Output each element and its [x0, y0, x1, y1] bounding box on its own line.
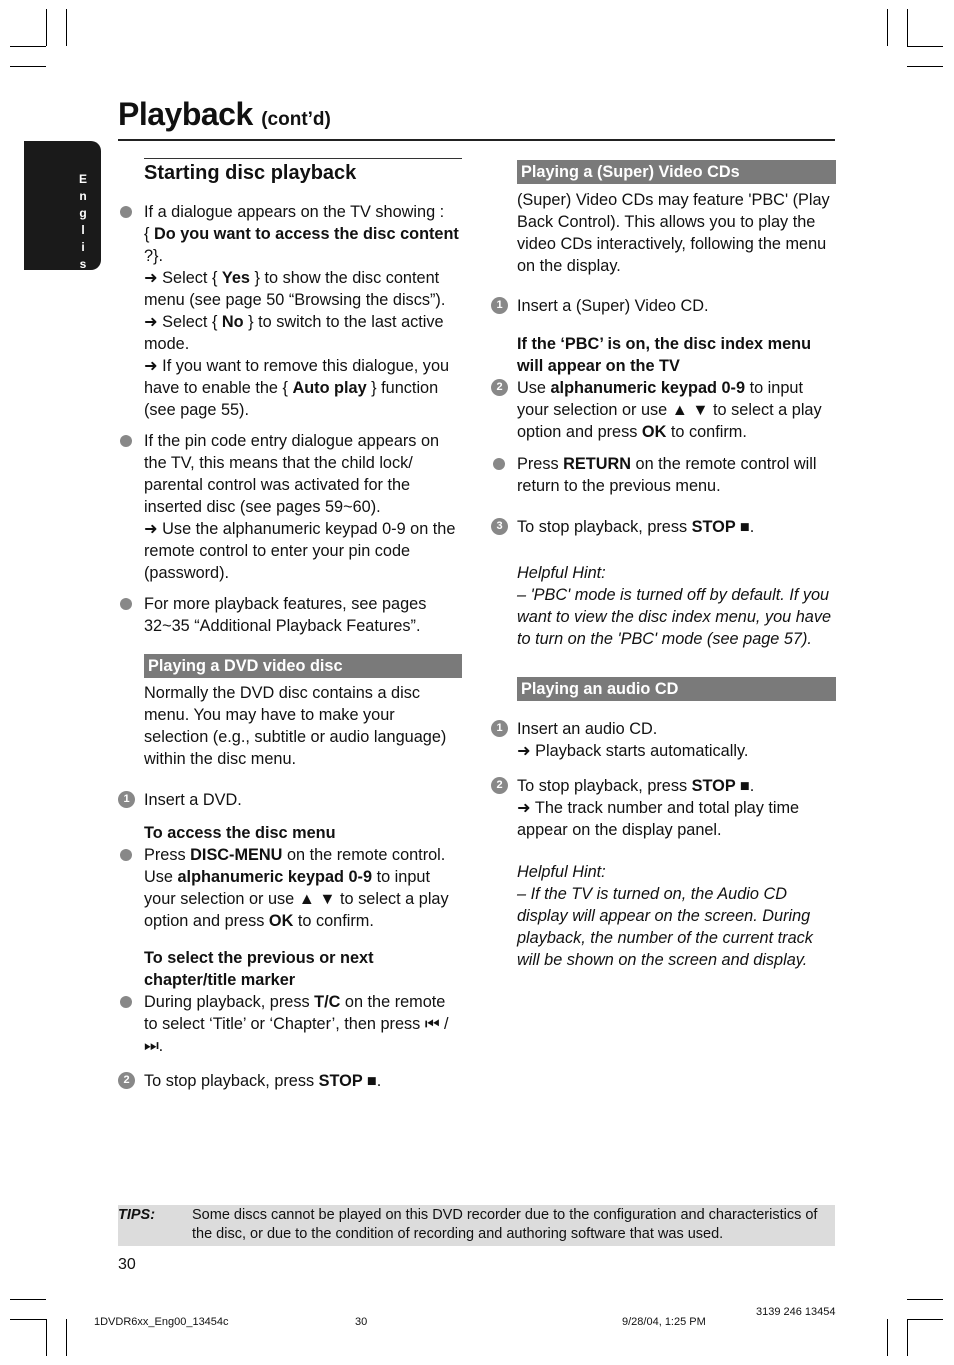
step-number-icon: 2 [118, 1072, 135, 1089]
step-number-icon: 1 [491, 720, 508, 737]
cd-hint-text: – If the TV is turned on, the Audio CD display will appear on the screen. During playback, the number of the current track will be shown on the screen and display. [517, 885, 813, 969]
pincode-text: If the pin code entry dialogue appears on the TV, this means that the child lock/ parental control was activated for the inserted disc (see pages 59~60). [144, 432, 440, 516]
dvd-intro: Normally the DVD disc contains a disc menu. You may have to make your selection (e.g., subtitle or audio language) within the disc menu. [144, 684, 447, 768]
footer-page: 30 [355, 1316, 368, 1328]
bullet-icon [120, 206, 132, 218]
vcd-intro: (Super) Video CDs may feature 'PBC' (Play Back Control). This allows you to play the video CDs interactively, following the menu on the display. [517, 191, 830, 275]
tips-text: Some discs cannot be played on this DVD recorder due to the configuration and characteristics of the disc, or due to the condition of recording and authoring software that was used. [192, 1207, 818, 1242]
vcd-step-3 [491, 516, 836, 538]
dvd-step-1-text: Insert a DVD. [144, 791, 242, 809]
vcd-step-3-text: To stop playback, press STOP ■. [517, 518, 755, 536]
cd-hint-title: Helpful Hint: [517, 863, 606, 881]
dialogue-line: If a dialogue appears on the TV showing : [144, 203, 445, 221]
language-tab-label: English [76, 172, 90, 291]
tips-label: TIPS: [118, 1207, 156, 1223]
pincode-arrow: ➜ Use the alphanumeric keypad 0-9 on the remote control to enter your pin code (password). [144, 520, 456, 582]
step-number-icon: 2 [491, 777, 508, 794]
bullet-item-pincode [118, 430, 462, 584]
bullet-item-return [491, 453, 836, 497]
bullet-icon [120, 598, 132, 610]
vcd-hint-text: – 'PBC' mode is turned off by default. If you want to view the disc index menu, you have to turn on the 'PBC' mode (see page 57). [517, 586, 832, 648]
vcd-hint-title: Helpful Hint: [517, 564, 606, 582]
section-heading-starting: Starting disc playback [144, 158, 462, 185]
bullet-icon [120, 849, 132, 861]
page-number: 30 [118, 1256, 136, 1273]
vcd-step-1 [491, 295, 836, 317]
section-bar-audio-cd: Playing an audio CD [517, 677, 836, 701]
footer-date: 9/28/04, 1:25 PM [622, 1316, 706, 1328]
section-bar-dvd: Playing a DVD video disc [144, 654, 462, 678]
section-bar-vcd: Playing a (Super) Video CDs [517, 160, 836, 184]
cd-step-1-arrow: ➜ Playback starts automatically. [517, 742, 749, 760]
bullet-item-dialogue [118, 201, 462, 421]
page-title-suffix: (cont’d) [261, 109, 331, 130]
bullet-item-chapter [118, 991, 462, 1057]
cd-step-2-text: To stop playback, press STOP ■. [517, 777, 755, 795]
cd-step-1-text: Insert an audio CD. [517, 720, 658, 738]
cd-step-2 [491, 775, 836, 841]
arrow-remove: ➜ If you want to remove this dialogue, you have to enable the { Auto play } function (see page 55). [144, 357, 450, 419]
bullet-icon [493, 458, 505, 470]
bullet-icon [120, 996, 132, 1008]
title-rule [118, 139, 835, 141]
more-features-text: For more playback features, see pages 32~35 “Additional Playback Features”. [144, 595, 427, 635]
cd-step-1 [491, 718, 836, 762]
page-title [118, 96, 331, 133]
step-number-icon: 2 [491, 379, 508, 396]
step-number-icon: 1 [491, 297, 508, 314]
footer-code: 3139 246 13454 [756, 1306, 836, 1318]
subhead-chapter-marker: To select the previous or next chapter/title marker [144, 949, 374, 989]
disc-menu-text: Press DISC-MENU on the remote control. Use alphanumeric keypad 0-9 to input your selection or use ▲ ▼ to select a play option and press OK to confirm. [144, 846, 449, 930]
bullet-item-more-features [118, 593, 462, 637]
tips-box [118, 1205, 835, 1246]
subhead-pbc: If the ‘PBC’ is on, the disc index menu will appear on the TV [517, 335, 812, 375]
right-column [491, 158, 836, 971]
cd-step-2-arrow: ➜ The track number and total play time appear on the display panel. [517, 799, 800, 839]
dvd-step-1 [118, 789, 462, 811]
step-number-icon: 3 [491, 518, 508, 535]
left-column [118, 158, 462, 1092]
subhead-disc-menu: To access the disc menu [144, 824, 336, 842]
step-number-icon: 1 [118, 791, 135, 808]
return-text: Press RETURN on the remote control will return to the previous menu. [517, 455, 817, 495]
vcd-step-2 [491, 377, 836, 443]
dvd-step-2 [118, 1070, 462, 1092]
arrow-no: ➜ Select { No } to switch to the last active mode. [144, 313, 444, 353]
vcd-step-1-text: Insert a (Super) Video CD. [517, 297, 709, 315]
dialogue-text: { Do you want to access the disc content ?}. [144, 225, 459, 265]
bullet-item-disc-menu [118, 844, 462, 932]
dvd-step-2-text: To stop playback, press STOP ■. [144, 1072, 382, 1090]
arrow-yes: ➜ Select { Yes } to show the disc content menu (see page 50 “Browsing the discs”). [144, 269, 446, 309]
vcd-step-2-text: Use alphanumeric keypad 0-9 to input your selection or use ▲ ▼ to select a play option and press OK to confirm. [517, 379, 822, 441]
page-title-main: Playback [118, 96, 253, 132]
chapter-text: During playback, press T/C on the remote to select ‘Title’ or ‘Chapter’, then press ⏮ / ⏭. [144, 993, 449, 1055]
footer-file: 1DVDR6xx_Eng00_13454c [94, 1316, 229, 1328]
bullet-icon [120, 435, 132, 447]
